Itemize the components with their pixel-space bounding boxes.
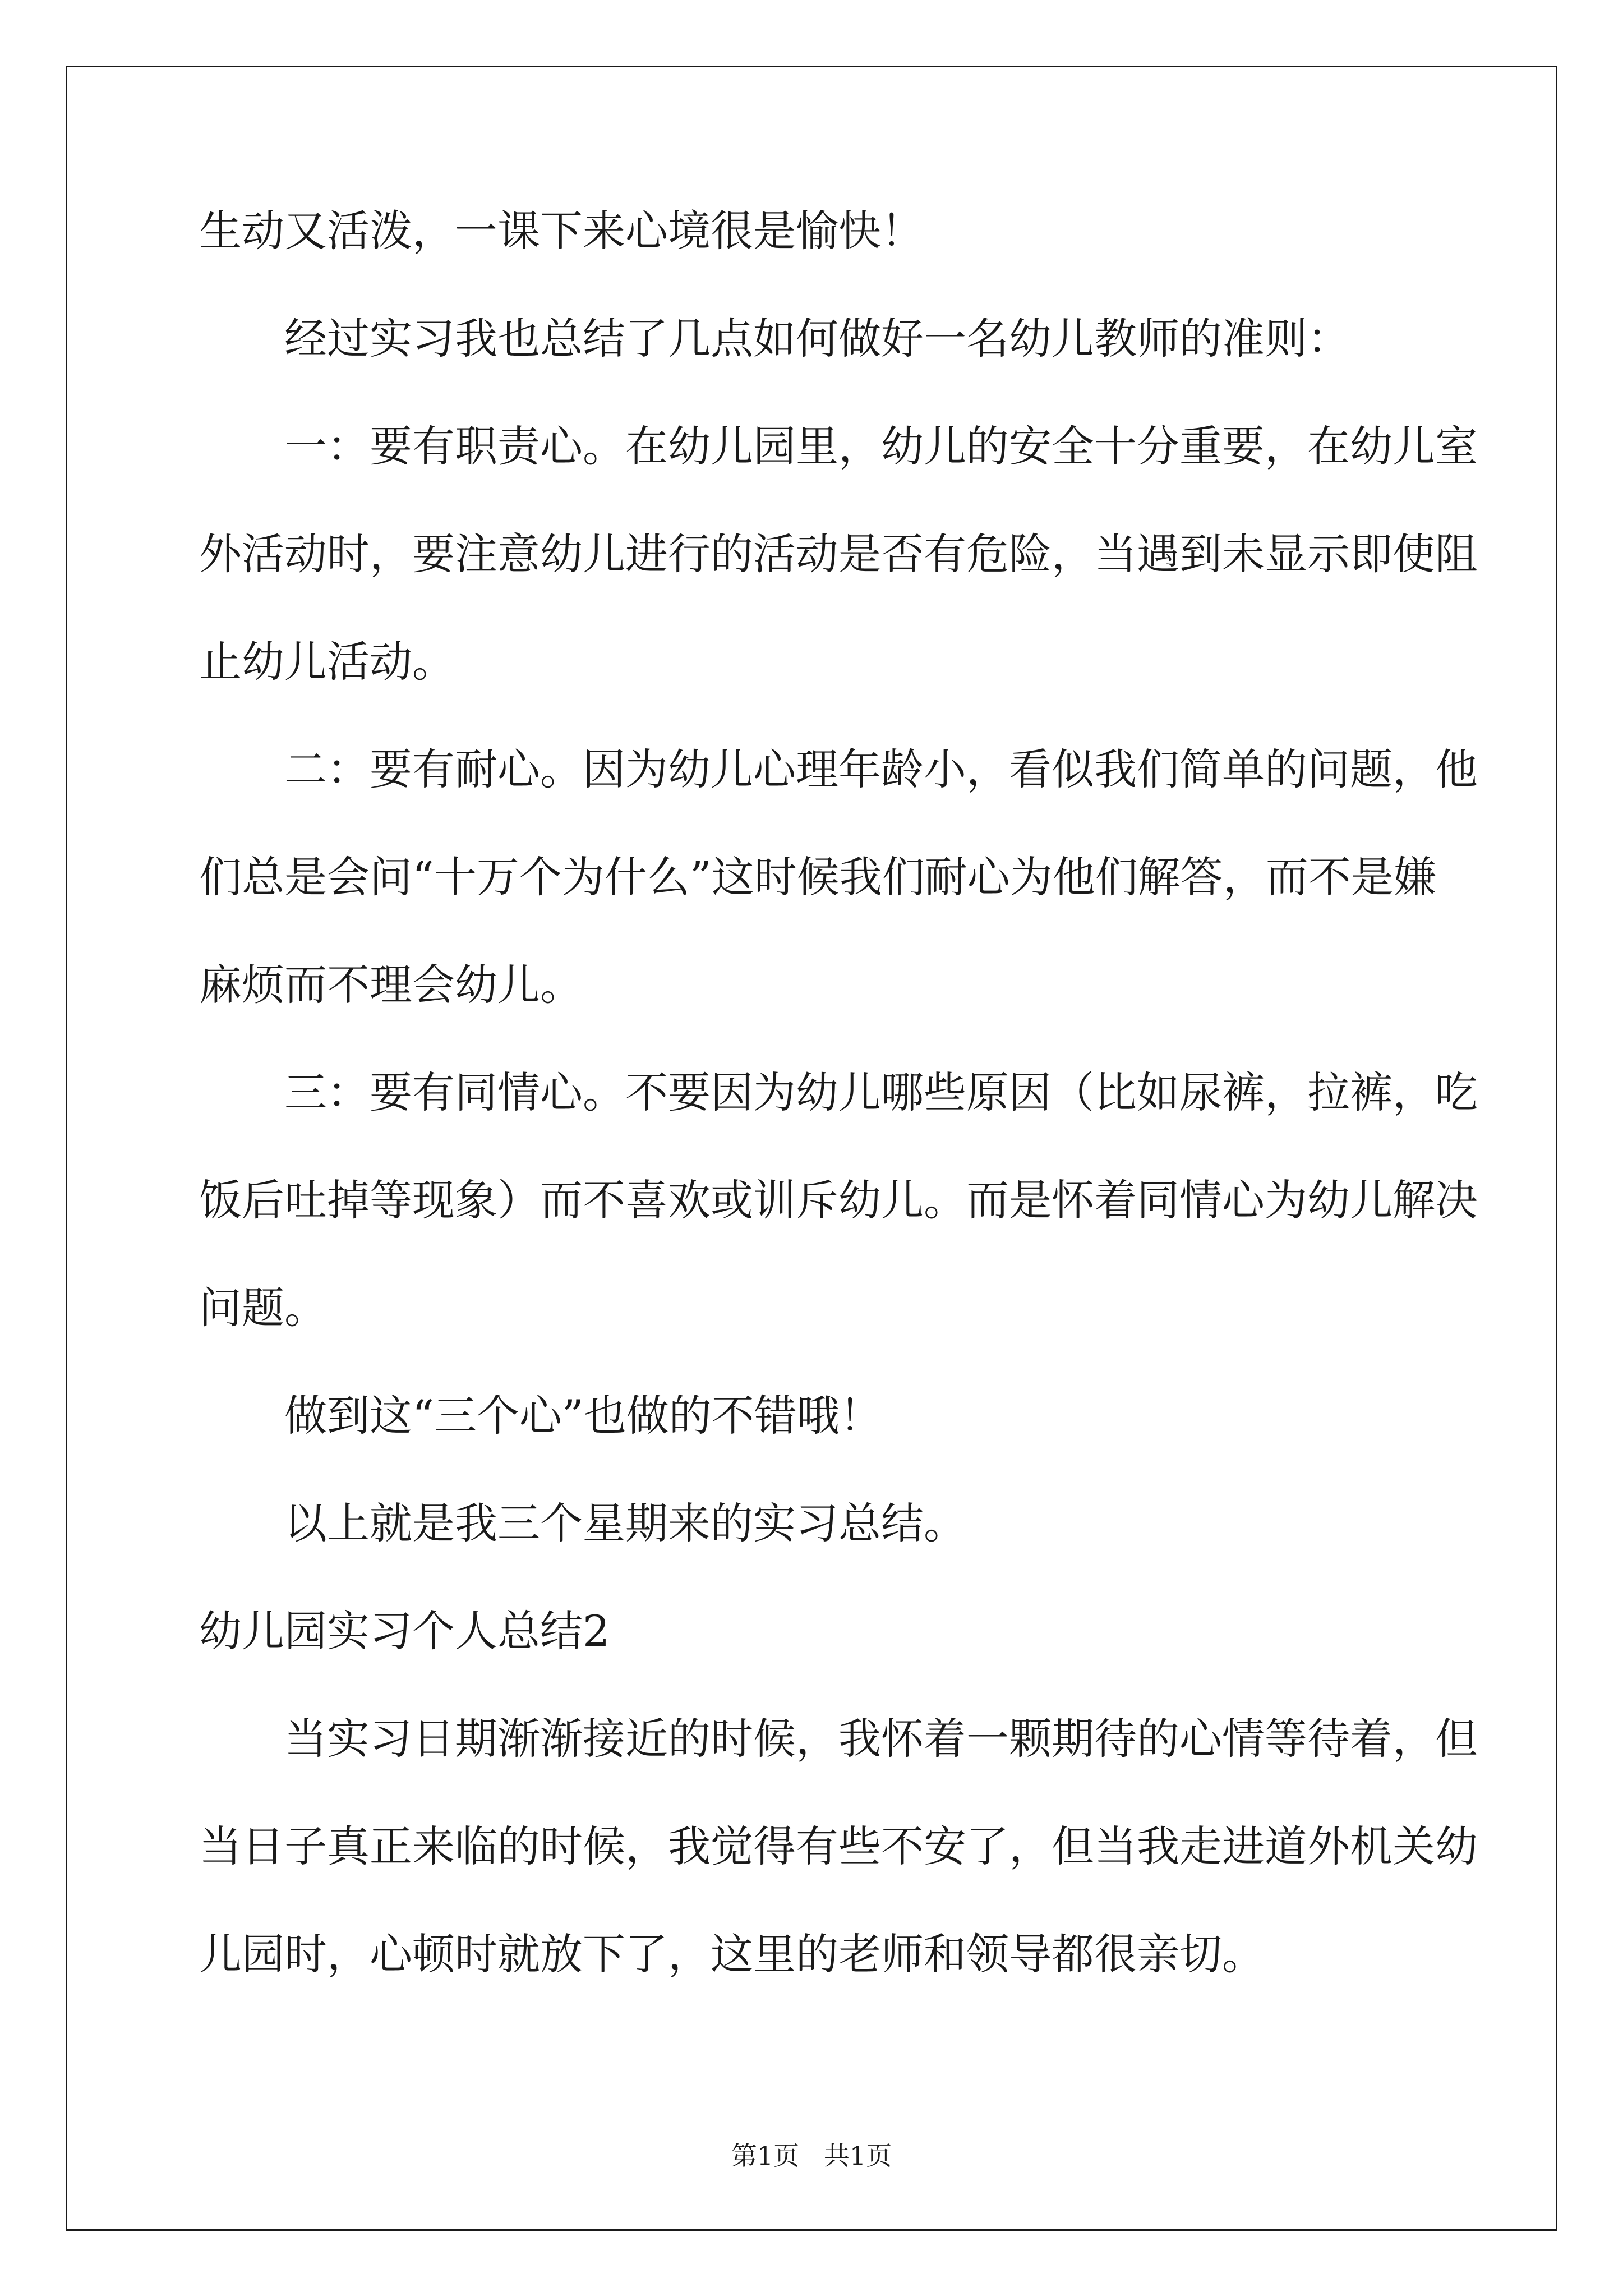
text-line: 当实习日期渐渐接近的时候，我怀着一颗期待的心情等待着，但: [284, 1714, 1478, 1764]
text-line: 生动又活泼，一课下来心境很是愉快！: [199, 206, 924, 256]
text-line: 二：要有耐心。因为幼儿心理年龄小，看似我们简单的问题，他: [284, 744, 1478, 794]
text-line: 当日子真正来临的时候，我觉得有些不安了，但当我走进道外机关幼: [199, 1821, 1478, 1871]
text-line: 问题。: [199, 1283, 327, 1333]
document-body: [199, 206, 1478, 2041]
section-heading: 幼儿园实习个人总结2: [199, 1606, 610, 1656]
page-number-footer: 第1页 共1页: [731, 2141, 892, 2171]
text-line: 以上就是我三个星期来的实习总结。: [284, 1498, 966, 1548]
text-line: 外活动时，要注意幼儿进行的活动是否有危险，当遇到未显示即使阻: [199, 529, 1478, 579]
text-line: 儿园时，心顿时就放下了，这里的老师和领导都很亲切。: [199, 1929, 1265, 1979]
text-line: 饭后吐掉等现象）而不喜欢或训斥幼儿。而是怀着同情心为幼儿解决: [199, 1175, 1478, 1225]
text-line: 麻烦而不理会幼儿。: [199, 960, 583, 1010]
text-line: 经过实习我也总结了几点如何做好一名幼儿教师的准则：: [284, 314, 1350, 364]
text-line: 止幼儿活动。: [199, 637, 455, 687]
text-line: 一：要有职责心。在幼儿园里，幼儿的安全十分重要，在幼儿室: [284, 421, 1478, 471]
text-line: 三：要有同情心。不要因为幼儿哪些原因（比如尿裤，拉裤，吃: [284, 1068, 1478, 1117]
text-line: 们总是会问“十万个为什么”这时候我们耐心为他们解答，而不是嫌: [199, 852, 1436, 902]
text-line: 做到这“三个心”也做的不错哦！: [284, 1391, 882, 1441]
